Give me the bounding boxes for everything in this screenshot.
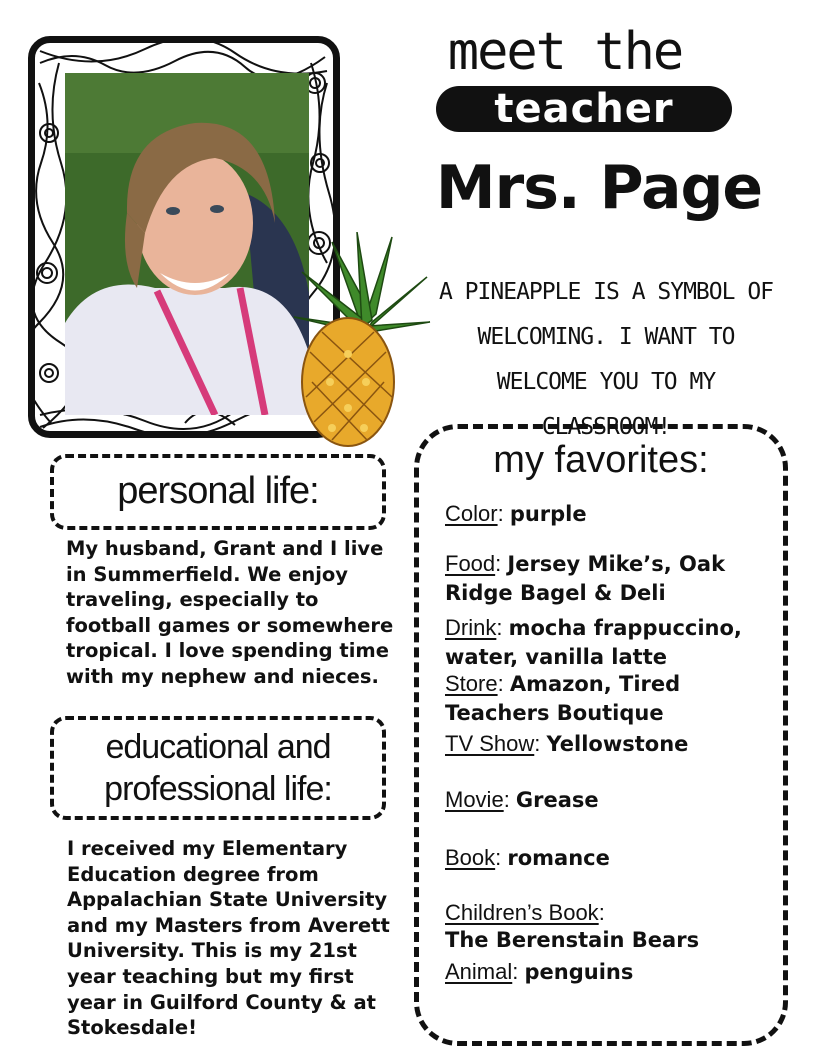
favorite-value: romance: [507, 846, 610, 870]
favorite-label: Children’s Book: [445, 900, 599, 925]
professional-heading-line2: professional life:: [104, 770, 332, 808]
favorites-title: my favorites:: [493, 439, 709, 481]
teacher-banner: teacher: [436, 86, 732, 132]
teacher-name: Mrs. Page: [435, 153, 763, 223]
professional-heading-line1: educational and: [105, 728, 331, 766]
favorite-value: Amazon, Tired Teachers Boutique: [445, 672, 681, 725]
favorite-value: Yellowstone: [546, 732, 689, 756]
favorite-label: Book: [445, 845, 496, 870]
personal-life-heading: personal life:: [117, 470, 319, 512]
favorite-color: Color: purple: [445, 501, 587, 526]
welcome-message: A PINEAPPLE IS A SYMBOL OF WELCOMING. I WANT TO WELCOME YOU TO MY CLASSROOM!: [438, 279, 774, 440]
professional-life-heading: [54, 726, 382, 810]
favorite-label: Store: [445, 671, 498, 696]
professional-life-heading-box: [50, 716, 386, 820]
favorite-label: TV Show: [445, 731, 535, 756]
favorite-animal: Animal: penguins: [445, 959, 634, 984]
favorite-food: Food: Jersey Mike’s, Oak Ridge Bagel & Deli: [445, 551, 726, 605]
favorite-value: penguins: [524, 960, 634, 984]
favorite-book: Book: romance: [445, 845, 610, 870]
favorite-childrens-book: Children’s Book: The Berenstain Bears: [445, 900, 775, 955]
personal-life-heading-box: [50, 454, 386, 530]
favorite-value: mocha frappuccino, water, vanilla latte: [445, 616, 742, 669]
favorite-value: Jersey Mike’s, Oak Ridge Bagel & Deli: [445, 552, 726, 605]
favorite-movie: Movie: Grease: [445, 787, 599, 812]
favorite-label: Color: [445, 501, 498, 526]
favorite-label: Movie: [445, 787, 504, 812]
pineapple-illustration: [292, 232, 432, 452]
favorite-drink: Drink: mocha frappuccino, water, vanilla latte: [445, 615, 742, 669]
teacher-photo: [65, 73, 309, 415]
favorite-value: The Berenstain Bears: [445, 928, 700, 952]
favorite-label: Animal: [445, 959, 513, 984]
favorite-value: Grease: [515, 788, 599, 812]
professional-life-text: I received my Elementary Education degree from Appalachian State University and my Masters from Averett University. This is my 21st year teaching but my first year in Guilford County & at Stokesdale!: [67, 837, 390, 1040]
meet-the-title: meet the: [447, 22, 683, 82]
favorite-label: Food: [445, 551, 496, 576]
favorite-store: Store: Amazon, Tired Teachers Boutique: [445, 671, 681, 725]
favorite-tv-show: TV Show: Yellowstone: [445, 731, 689, 756]
personal-life-text: My husband, Grant and I live in Summerfield. We enjoy traveling, especially to football games or somewhere tropical. I love spending time with my nephew and nieces.: [66, 537, 394, 688]
favorite-value: purple: [509, 502, 587, 526]
favorite-label: Drink: [445, 615, 497, 640]
